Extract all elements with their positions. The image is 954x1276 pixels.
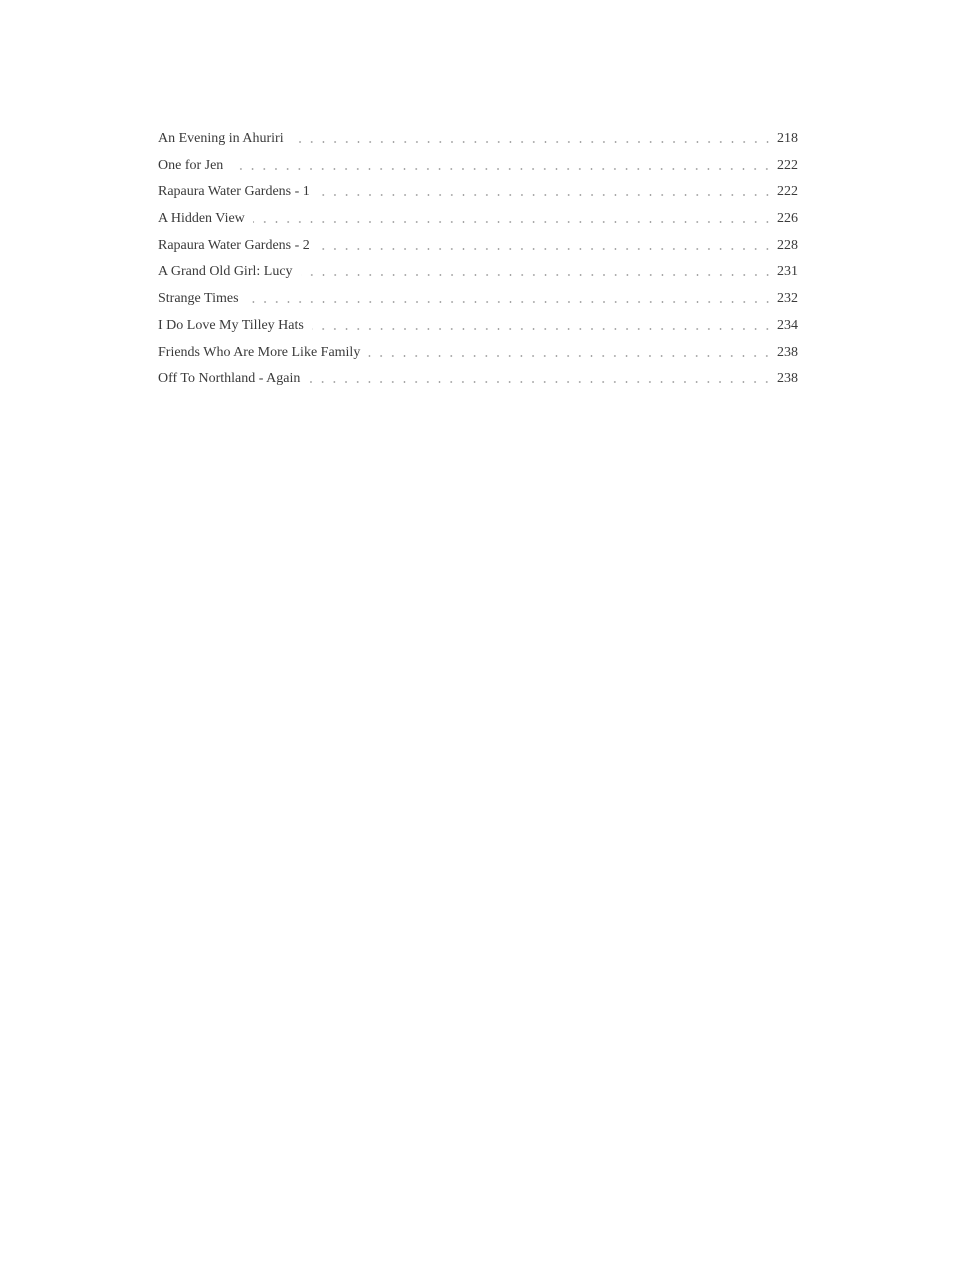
toc-entry-page: 238 bbox=[777, 344, 798, 360]
toc-entry-page: 222 bbox=[777, 184, 798, 200]
toc-entry[interactable] bbox=[158, 122, 798, 149]
toc-entry[interactable] bbox=[158, 149, 798, 176]
toc-entry-title: Rapaura Water Gardens - 2 bbox=[158, 237, 310, 253]
toc-entry[interactable] bbox=[158, 175, 798, 202]
toc-entry[interactable] bbox=[158, 362, 798, 389]
toc-entry[interactable] bbox=[158, 309, 798, 336]
toc-entry-page: 234 bbox=[777, 317, 798, 333]
toc-entry[interactable] bbox=[158, 255, 798, 282]
dot-leader bbox=[292, 126, 773, 146]
dot-leader bbox=[368, 340, 773, 360]
toc-entry-title: Rapaura Water Gardens - 1 bbox=[158, 184, 310, 200]
toc-entry-page: 226 bbox=[777, 211, 798, 227]
dot-leader bbox=[308, 366, 773, 386]
dot-leader bbox=[318, 179, 773, 199]
dot-leader bbox=[231, 153, 773, 173]
dot-leader bbox=[301, 259, 773, 279]
toc-entry-page: 238 bbox=[777, 371, 798, 387]
toc-entry-page: 232 bbox=[777, 291, 798, 307]
dot-leader bbox=[312, 313, 773, 333]
toc-entry-title: I Do Love My Tilley Hats bbox=[158, 317, 304, 333]
toc-entry-title: One for Jen bbox=[158, 157, 224, 173]
toc-entry-title: Strange Times bbox=[158, 291, 239, 307]
toc-entry[interactable] bbox=[158, 336, 798, 363]
toc-entry-page: 228 bbox=[777, 237, 798, 253]
table-of-contents bbox=[158, 122, 798, 389]
toc-entry-page: 218 bbox=[777, 131, 798, 146]
toc-entry-title: A Grand Old Girl: Lucy bbox=[158, 264, 293, 280]
toc-entry[interactable] bbox=[158, 282, 798, 309]
toc-entry-title: A Hidden View bbox=[158, 211, 245, 227]
toc-entry[interactable] bbox=[158, 229, 798, 256]
toc-entry-page: 231 bbox=[777, 264, 798, 280]
dot-leader bbox=[253, 206, 773, 226]
toc-entry-title: Off To Northland - Again bbox=[158, 371, 301, 387]
toc-entry[interactable] bbox=[158, 202, 798, 229]
dot-leader bbox=[247, 286, 773, 306]
toc-entry-title: An Evening in Ahuriri bbox=[158, 131, 284, 146]
dot-leader bbox=[318, 233, 773, 253]
toc-entry-page: 222 bbox=[777, 157, 798, 173]
toc-entry-title: Friends Who Are More Like Family bbox=[158, 344, 361, 360]
